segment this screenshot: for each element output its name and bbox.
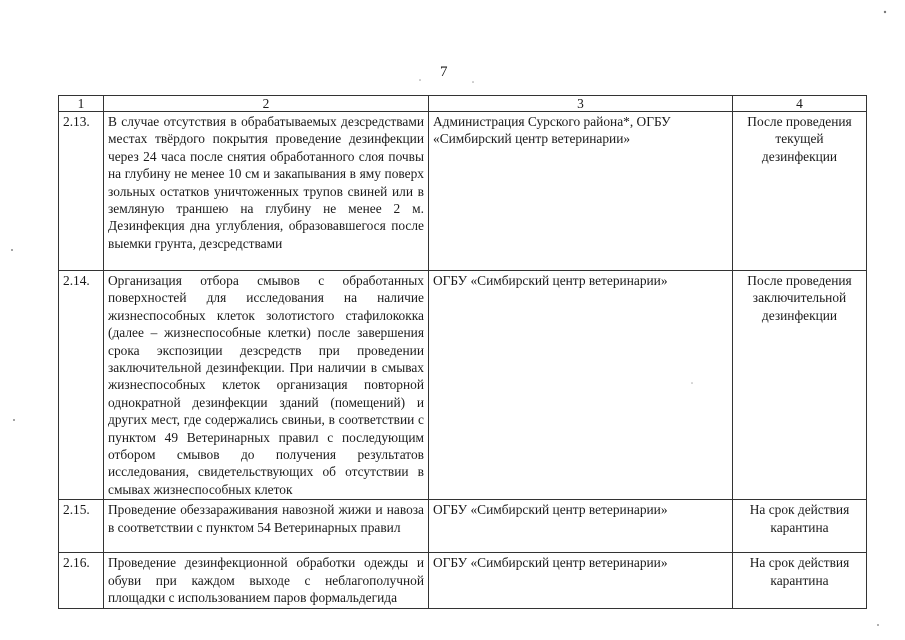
scan-speck <box>419 79 421 81</box>
row-term: На срок действия карантина <box>733 500 867 553</box>
row-number: 2.16. <box>59 553 104 608</box>
table-row <box>59 112 867 271</box>
table-row <box>59 553 867 608</box>
row-description: В случае отсутствия в обрабатываемых дезсредствами местах твёрдого покрытия проведение дезинфекции через 24 часа после снятия обработанного слоя почвы на глубину не менее 10 см и закапывания в яму поверх зольных остатков уничтоженных трупов свиней или в земляную траншею на глубину не менее 2 м. Дезинфекция дна углубления, образовавшегося после выемки грунта, дезсредствами <box>104 112 429 271</box>
row-responsible: Администрация Сурского района*, ОГБУ «Симбирский центр ветеринарии» <box>429 112 733 271</box>
header-col-3: 3 <box>429 96 733 112</box>
row-number: 2.13. <box>59 112 104 271</box>
row-responsible: ОГБУ «Симбирский центр ветеринарии» <box>429 271 733 500</box>
row-responsible: ОГБУ «Симбирский центр ветеринарии» <box>429 553 733 608</box>
row-responsible: ОГБУ «Симбирский центр ветеринарии» <box>429 500 733 553</box>
table-header-row <box>59 96 867 112</box>
scan-speck <box>13 419 15 421</box>
row-description: Проведение дезинфекционной обработки одежды и обуви при каждом выходе с неблагополучной площадки с использованием паров формальдегида <box>104 553 429 608</box>
row-description: Организация отбора смывов с обработанных поверхностей для исследования на наличие жизнеспособных клеток золотистого стафилококка (далее – жизнеспособные клетки) после завершения срока экспозиции дезсредств при проведении заключительной дезинфекции. При наличии в смывах жизнеспособных клеток организация повторной однократной дезинфекции зданий (помещений) и других мест, где содержались свиньи, в соответствии с пунктом 49 Ветеринарных правил с последующим отбором смывов до получения результатов исследования, свидетельствующих об отсутствии в смывах жизнеспособных клеток <box>104 271 429 500</box>
scan-speck <box>877 624 879 626</box>
header-col-4: 4 <box>733 96 867 112</box>
row-number: 2.15. <box>59 500 104 553</box>
header-col-1: 1 <box>59 96 104 112</box>
row-term: На срок действия карантина <box>733 553 867 608</box>
table-row <box>59 500 867 553</box>
row-term: После проведения текущей дезинфекции <box>733 112 867 271</box>
table-row <box>59 271 867 500</box>
header-col-2: 2 <box>104 96 429 112</box>
row-number: 2.14. <box>59 271 104 500</box>
scan-speck <box>884 11 886 13</box>
row-term: После проведения заключительной дезинфекции <box>733 271 867 500</box>
scan-speck <box>11 249 13 251</box>
measures-table <box>58 95 867 609</box>
scan-speck <box>472 81 474 83</box>
page-number: 7 <box>440 64 448 80</box>
row-description: Проведение обеззараживания навозной жижи и навоза в соответствии с пунктом 54 Ветеринарных правил <box>104 500 429 553</box>
